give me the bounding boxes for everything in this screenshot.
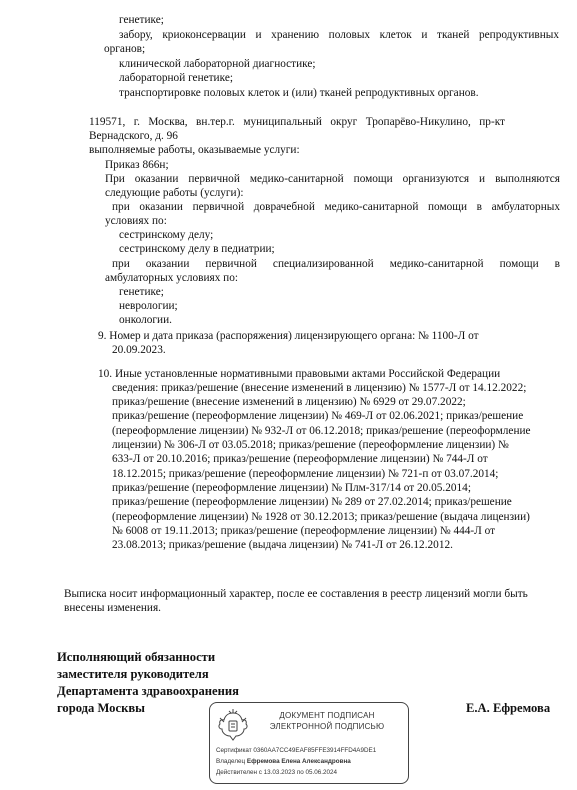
signatory-title-line: Департамента здравоохранения xyxy=(57,684,239,698)
section-10-line: № 6008 от 19.11.2013; приказ/решение (переоформление лицензии) № 444-Л от xyxy=(112,525,496,537)
text-line: При оказании первичной медико-санитарной помощи организуются и выполняются xyxy=(105,173,560,185)
text-line: онкологии. xyxy=(119,314,172,326)
text-line: при оказании первичной доврачебной медико-санитарной помощи в амбулаторных xyxy=(112,201,560,213)
text-line: генетике; xyxy=(119,14,164,26)
section-9-line: 9. Номер и дата приказа (распоряжения) лицензирующего органа: № 1100-Л от xyxy=(98,330,479,342)
electronic-signature-stamp xyxy=(209,702,409,784)
stamp-owner xyxy=(216,758,351,765)
section-10-line: 18.12.2015; приказ/решение (переоформление лицензии) № 721-п от 03.07.2014; xyxy=(112,468,499,480)
section-10-line: приказ/решение (переоформление лицензии) № Плм-317/14 от 20.05.2014; xyxy=(112,482,471,494)
signatory-title-line: города Москвы xyxy=(57,701,145,715)
text-line: клинической лабораторной диагностике; xyxy=(119,58,316,70)
section-10-line: 23.08.2013; приказ/решение (выдача лицензии) № 741-Л от 26.12.2012. xyxy=(112,539,453,551)
section-10-line: 10. Иные установленные нормативными правовыми актами Российской Федерации xyxy=(98,368,501,380)
coat-of-arms-icon xyxy=(216,707,250,743)
text-line: сестринскому делу в педиатрии; xyxy=(119,243,275,255)
section-9-line: 20.09.2023. xyxy=(112,344,166,356)
text-line: забору, криоконсервации и хранению половых клеток и тканей репродуктивных xyxy=(119,29,559,41)
stamp-validity: Действителен с 13.03.2023 по 05.06.2024 xyxy=(216,769,338,776)
text-line: Приказ 866н; xyxy=(105,159,169,171)
text-line: генетике; xyxy=(119,286,164,298)
section-10-line: (переоформление лицензии) № 1928 от 30.12.2013; приказ/решение (выдача лицензии) xyxy=(112,511,530,523)
section-10-line: (переоформление лицензии) № 932-Л от 06.12.2018; приказ/решение (переоформление xyxy=(112,425,531,437)
section-10-line: приказ/решение (переоформление лицензии) № 289 от 27.02.2014; приказ/решение xyxy=(112,496,512,508)
section-10-line: приказ/решение (внесение изменений в лицензию) № 6929 от 29.07.2022; xyxy=(112,396,466,408)
text-line: условиях по: xyxy=(105,215,167,227)
signatory-title-line: Исполняющий обязанности xyxy=(57,650,216,664)
text-line: при оказании первичной специализированной медико-санитарной помощи в xyxy=(112,258,560,270)
stamp-owner-name: Ефремова Елена Александровна xyxy=(246,758,351,765)
signatory-name: Е.А. Ефремова xyxy=(466,701,551,715)
disclaimer-line: Выписка носит информационный характер, после ее составления в реестр лицензий могли быть xyxy=(64,588,528,600)
stamp-heading: ДОКУМЕНТ ПОДПИСАН xyxy=(279,711,375,720)
text-line: следующие работы (услуги): xyxy=(105,187,244,199)
section-10-line: лицензии) № 306-Л от 03.05.2018; приказ/решение (переоформление лицензии) № xyxy=(112,439,509,451)
section-10-line: приказ/решение (переоформление лицензии) № 469-Л от 02.06.2021; приказ/решение xyxy=(112,410,524,422)
section-10-line: 633-Л от 20.10.2016; приказ/решение (переоформление лицензии) № 744-Л от xyxy=(112,453,488,465)
section-10-line: сведения: приказ/решение (внесение изменений в лицензию) № 1577-Л от 14.12.2022; xyxy=(112,382,527,394)
signatory-title-line: заместителя руководителя xyxy=(57,667,209,681)
text-line: лабораторной генетике; xyxy=(119,72,233,84)
address-line: Вернадского, д. 96 xyxy=(89,130,178,142)
text-line: амбулаторных условиях по: xyxy=(105,272,239,284)
text-line: неврологии; xyxy=(119,300,178,312)
stamp-heading: ЭЛЕКТРОННОЙ ПОДПИСЬЮ xyxy=(269,722,385,731)
stamp-certificate: Сертификат 0360AA7CC49EAF85FFE3914FFD4A9DE1 xyxy=(216,747,377,754)
text-line: выполняемые работы, оказываемые услуги: xyxy=(89,144,300,156)
stamp-owner-label: Владелец xyxy=(216,758,246,765)
disclaimer-line: внесены изменения. xyxy=(64,602,161,614)
text-line: органов; xyxy=(104,43,146,55)
text-line: сестринскому делу; xyxy=(119,229,214,241)
text-line: транспортировке половых клеток и (или) тканей репродуктивных органов. xyxy=(119,87,479,99)
address-line: 119571, г. Москва, вн.тер.г. муниципальный округ Тропарёво-Никулино, пр-кт xyxy=(89,116,505,128)
